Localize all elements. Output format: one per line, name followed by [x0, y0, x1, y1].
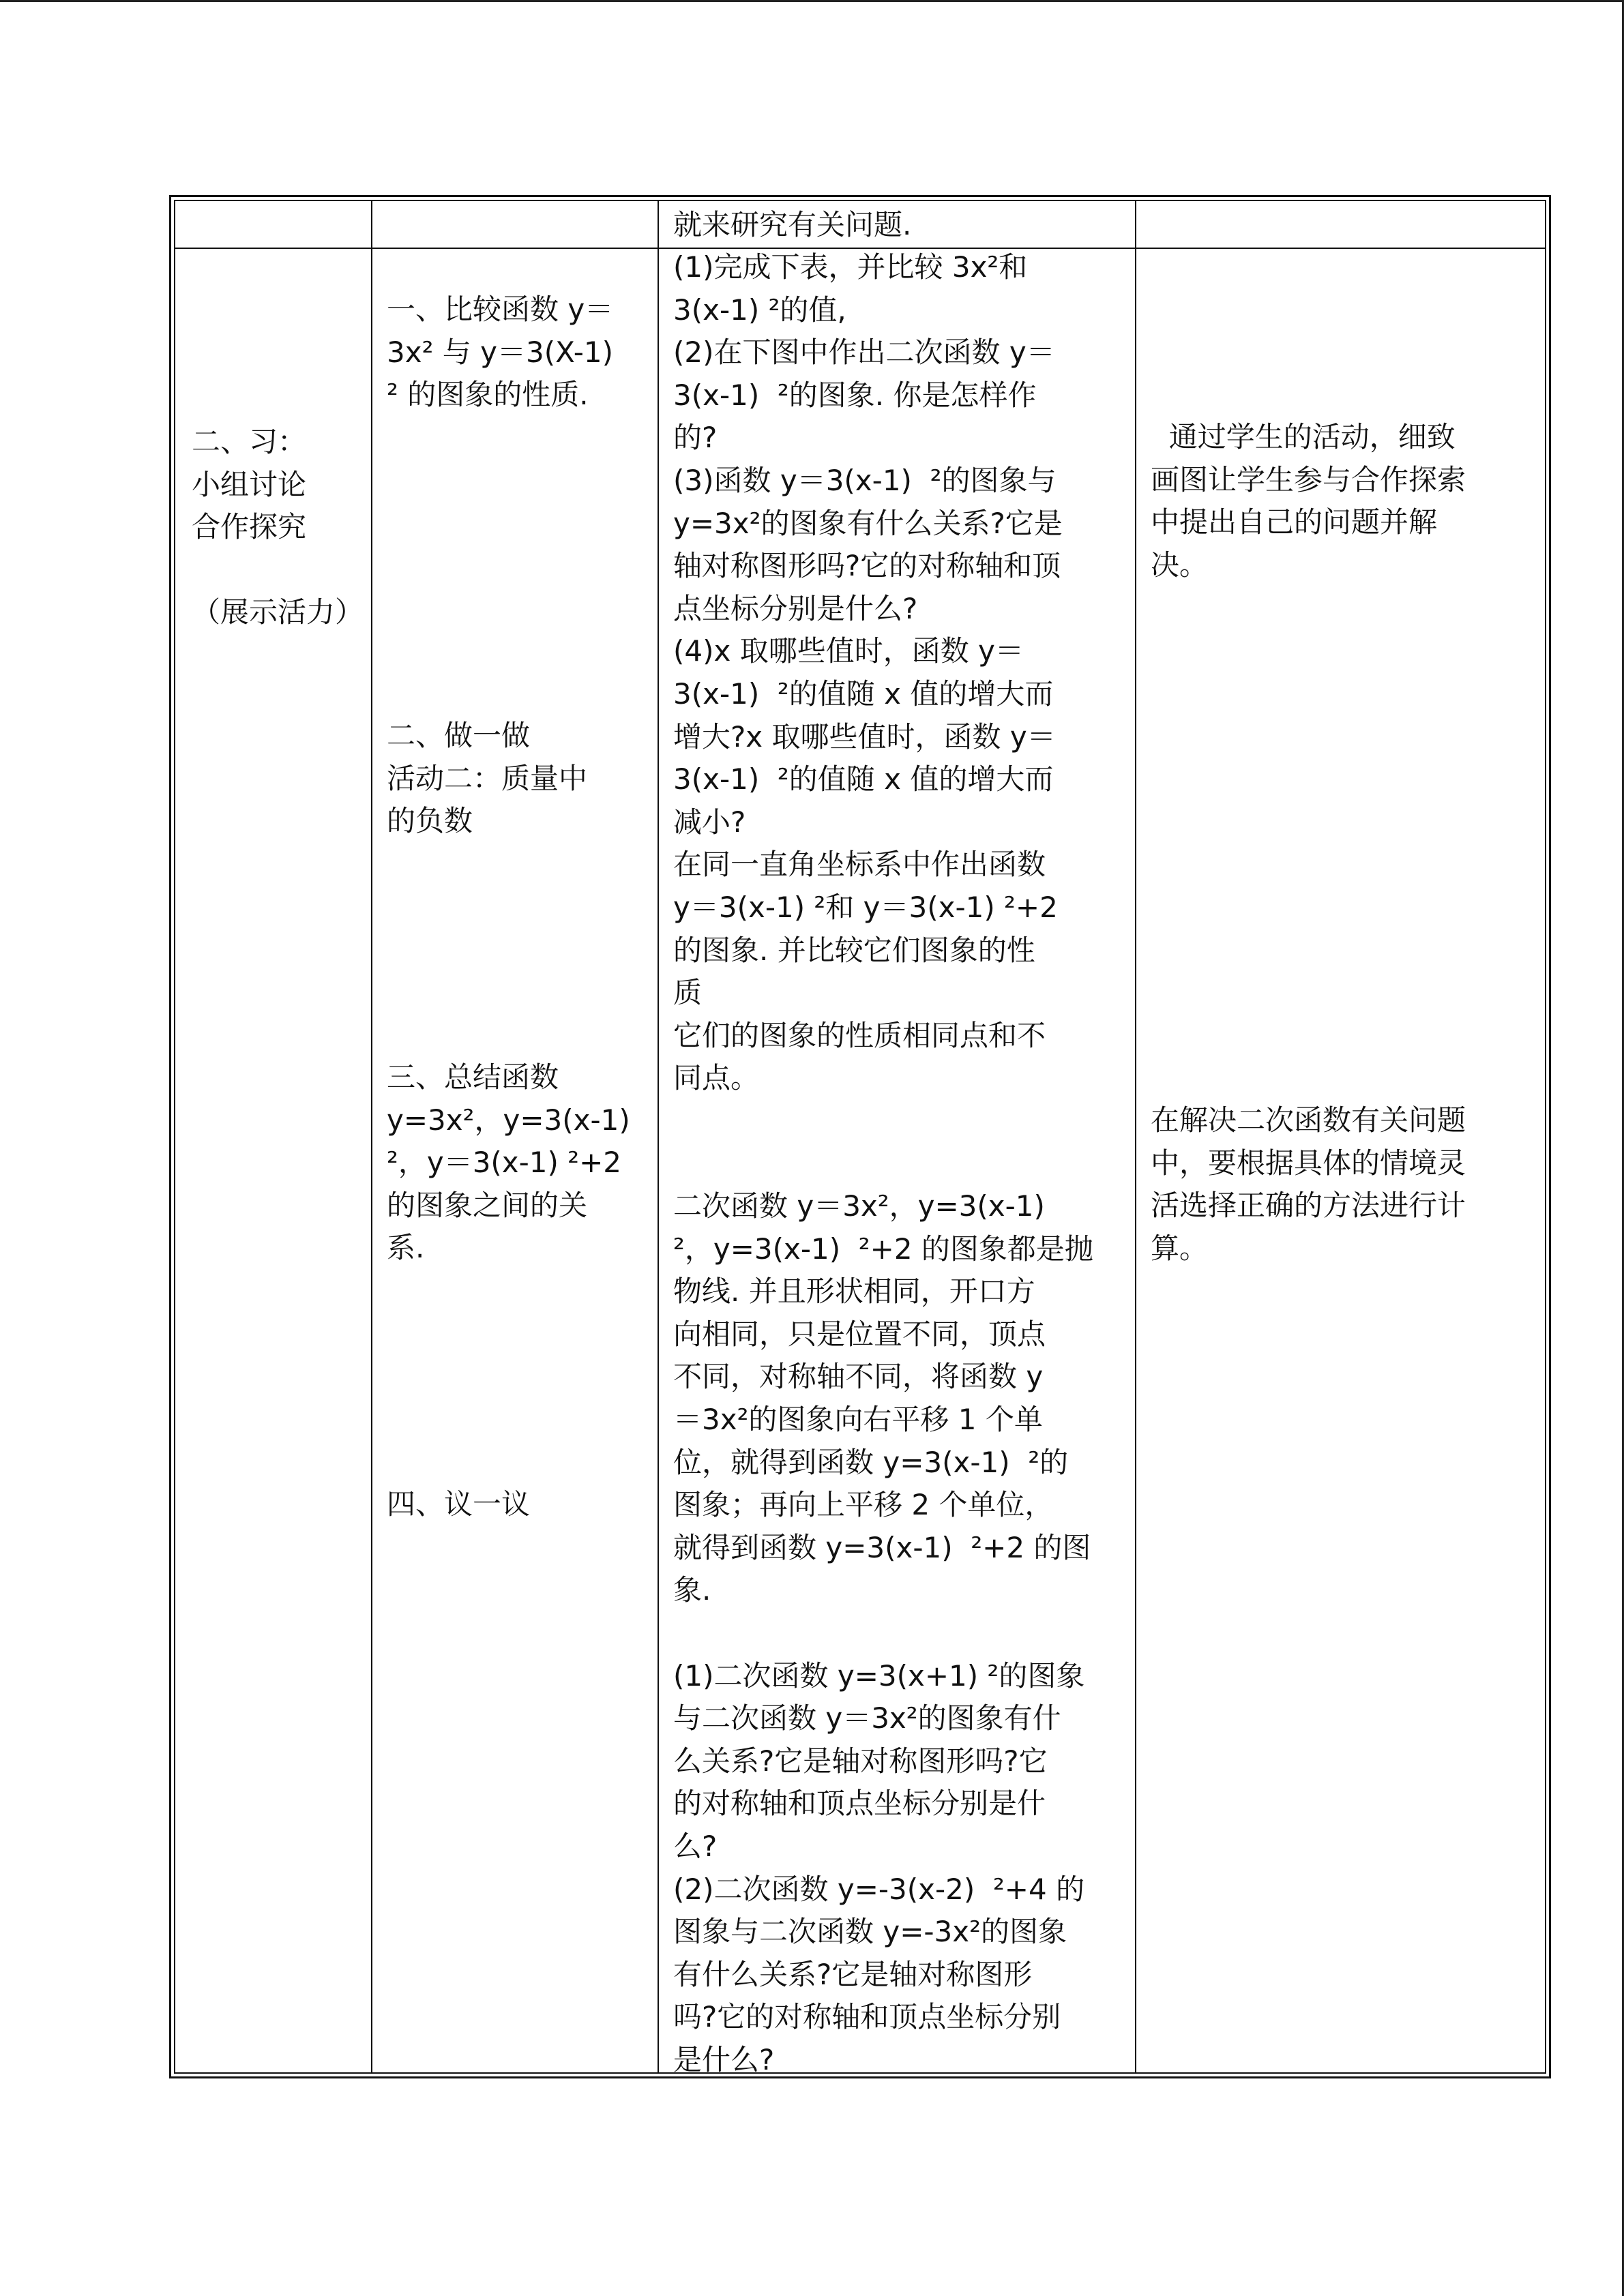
design-intent-2: 在解决二次函数有关问题 中，要根据具体的情境灵 活选择正确的方法进行计 算。	[1151, 1103, 1466, 1265]
section-discuss: 四、议一议	[387, 1487, 531, 1521]
col-divider-1	[371, 201, 372, 2072]
table-inner-border	[174, 200, 1546, 2074]
section-summary: 三、总结函数 y=3x²，y=3(x-1) ²，y＝3(x-1) ²+2 的图象之间的关 系.	[387, 1060, 630, 1265]
continuation-text: 就来研究有关问题.	[673, 208, 912, 241]
section-do-it: 二、做一做 活动二：质量中 的负数	[387, 719, 588, 838]
activity-content: (1)完成下表，并比较 3x²和 3(x-1) ²的值, (2)在下图中作出二次函数 y＝ 3(x-1) ²的图象. 你是怎样作 的? (3)函数 y＝3(x-1) ²的图象与 y=3x²的图象有什么关系?它是 轴对称图形吗?它的对称轴和顶 点坐标分别是什么? (4)x 取哪些值时，函数 y＝ 3(x-1) ²的值随 x 值的增大而 增大?x 取哪些值时，函数 y＝ 3(x-1) ²的值随 x 值的增大而 减小? 在同一直角坐标系中作出函数 y＝3(x-1) ²和 y＝3(x-1) ²+2 的图象. 并比较它们图象的性 质 它们的图象的性质相同点和不 同点。 二次函数 y＝3x²，y=3(x-1) ²，y=3(x-1) ²+2 的图象都是抛 物线. 并且形状相同，开口方 向相同，只是位置不同，顶点 不同，对称轴不同，将函数 y ＝3x²的图象向右平移 1 个单 位，就得到函数 y=3(x-1) ²的 图象；再向上平移 2 个单位， 就得到函数 y=3(x-1) ²+2 的图 象. (1)二次函数 y=3(x+1) ²的图象 与二次函数 y＝3x²的图象有什 么关系?它是轴对称图形吗?它 的对称轴和顶点坐标分别是什 么? (2)二次函数 y=-3(x-2) ²+4 的 图象与二次函数 y=-3x²的图象 有什么关系?它是轴对称图形 吗?它的对称轴和顶点坐标分别 是什么?	[673, 250, 1093, 2076]
section-compare: 一、比较函数 y＝ 3x² 与 y＝3(X-1) ² 的图象的性质.	[387, 293, 614, 412]
col-divider-3	[1135, 201, 1136, 2072]
page-top-edge	[0, 0, 1624, 2]
design-intent-1: 通过学生的活动，细致 画图让学生参与合作探索 中提出自己的问题并解 决。	[1151, 420, 1466, 582]
lesson-table	[169, 195, 1551, 2078]
stage-label: 二、习： 小组讨论 合作探究 （展示活力）	[192, 425, 364, 629]
